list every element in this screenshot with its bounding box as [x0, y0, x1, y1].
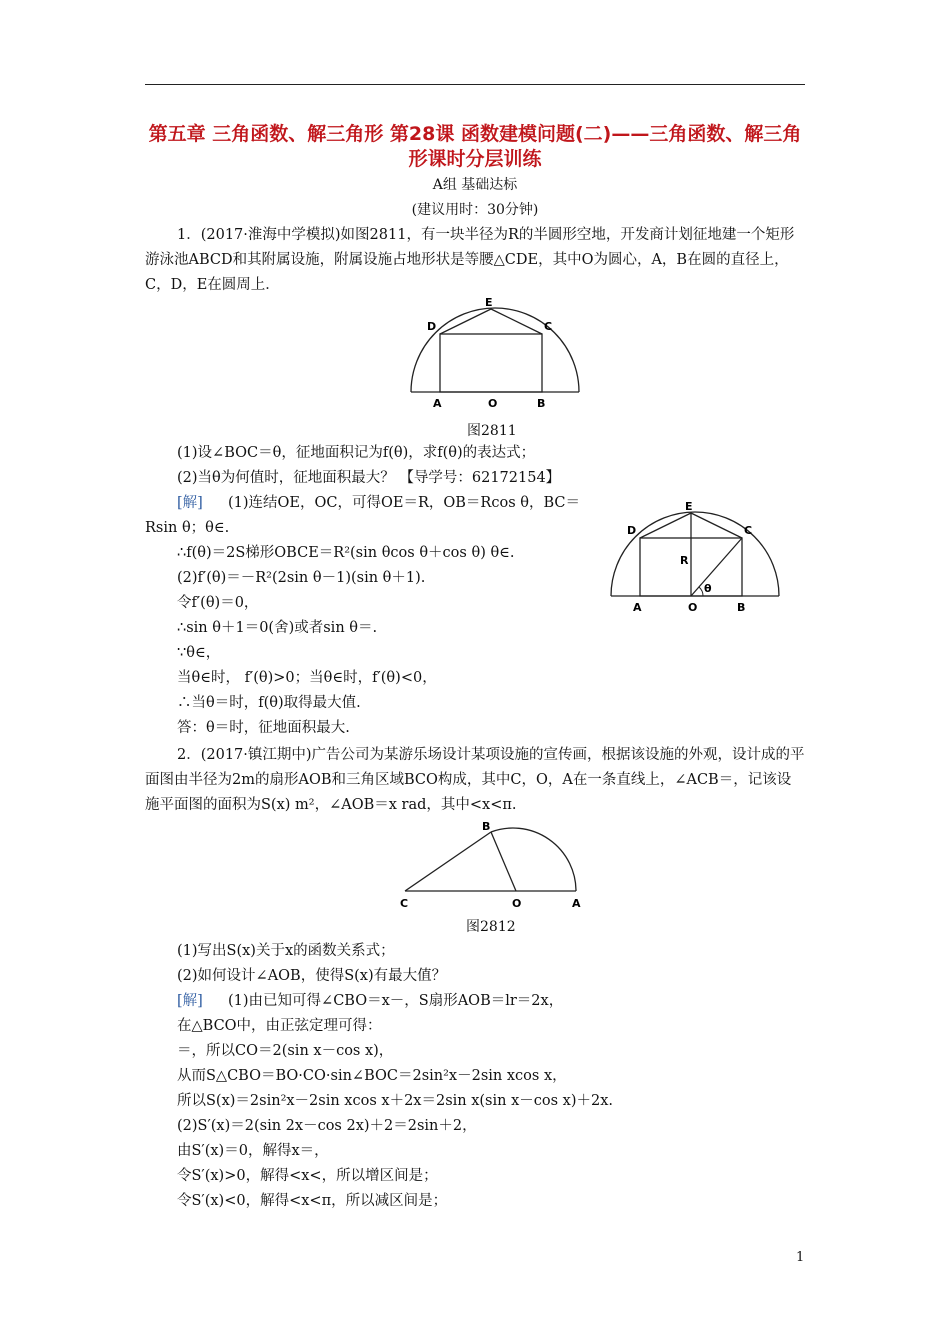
q2-sol-line: 所以S(x)＝2sin²x－2sin xcos x＋2x＝2sin x(sin x－cos x)＋2x.: [177, 1093, 614, 1109]
q2-sub1: (1)写出S(x)关于x的函数关系式；: [177, 943, 395, 959]
q2-sol-line: (1)由已知可得∠CBO＝x－，S扇形AOB＝lr＝2x，: [228, 993, 564, 1009]
header-rule: [145, 84, 805, 85]
fig2-label-a: A: [572, 897, 581, 910]
q2-sol-line: 令S′(x)<0，解得<x<π，所以减区间是；: [177, 1193, 448, 1209]
q1-stem: 1．(2017·淮海中学模拟)如图2811，有一块半径为R的半圆形空地，开发商计划征地建一个矩形游泳池ABCD和其附属设施，附属设施占地形状是等腰△CDE，其中O为圆心，A，B在圆的直径上，C，D，E在圆周上．: [145, 227, 795, 293]
group-heading: A组 基础达标: [432, 177, 518, 193]
q2-sol-line: ＝，所以CO＝2(sin x－cos x)，: [177, 1043, 394, 1059]
fig2-label-b: B: [482, 820, 491, 833]
fig1b-label-e: E: [685, 500, 693, 513]
q1-sol-line: (1)连结OE，OC，可得OE＝R，OB＝Rcos θ，BC＝: [228, 495, 580, 511]
q1-sol-line: ∴f(θ)＝2S梯形OBCE＝R²(sin θcos θ＋cos θ) θ∈.: [177, 545, 515, 561]
q1-sol-line: 当θ∈时， f′(θ)>0；当θ∈时，f′(θ)<0，: [177, 670, 437, 686]
fig1b-label-r: R: [680, 554, 689, 567]
q1-sub2: (2)当θ为何值时，征地面积最大？ 【导学号：62172154】: [177, 470, 561, 486]
q1-sol-line: 令f′(θ)＝0，: [177, 595, 259, 611]
q2-sol-line: 由S′(x)＝0，解得x＝，: [177, 1143, 329, 1159]
fig1b-label-c: C: [744, 524, 753, 537]
figure-2812: [395, 818, 595, 910]
figure-2811-solution: [600, 500, 790, 616]
q1-sol-line: ∴sin θ＋1＝0(舍)或者sin θ＝.: [177, 620, 378, 636]
fig1b-label-o: O: [688, 601, 698, 614]
fig2-label-o: O: [512, 897, 522, 910]
fig2811-caption: 图2811: [467, 423, 517, 439]
q2-sol-line: 从而S△CBO＝BO·CO·sin∠BOC＝2sin²x－2sin xcos x，: [177, 1068, 567, 1084]
fig1-label-o: O: [488, 397, 498, 410]
q1-sol-line: ∵θ∈，: [177, 645, 221, 661]
q1-sol-line: (2)f′(θ)＝－R²(2sin θ－1)(sin θ＋1).: [177, 570, 426, 586]
q1-sub1: (1)设∠BOC＝θ，征地面积记为f(θ)，求f(θ)的表达式；: [177, 445, 536, 461]
q2-sol-line: 令S′(x)>0，解得<x<，所以增区间是；: [177, 1168, 438, 1184]
fig1-label-b: B: [537, 397, 546, 410]
q2-stem: 2．(2017·镇江期中)广告公司为某游乐场设计某项设施的宣传画，根据该设施的外观，设计成的平面图由半径为2m的扇形AOB和三角区域BCO构成，其中C，O，A在一条直线上，∠ACB＝，记该设施平面图的面积为S(x) m²，∠AOB＝x rad，其中<x<π.: [145, 747, 805, 813]
page-title: 第五章 三角函数、解三角形 第28课 函数建模问题(二)——三角函数、解三角形课时分层训练: [148, 123, 802, 170]
figure-2811: [400, 296, 590, 412]
fig1b-label-a: A: [633, 601, 642, 614]
q2-sub2: (2)如何设计∠AOB，使得S(x)有最大值？: [177, 968, 447, 984]
fig1b-label-b: B: [737, 601, 746, 614]
page-number: 1: [796, 1250, 805, 1265]
fig1b-label-d: D: [627, 524, 637, 537]
q1-sol-line: Rsin θ；θ∈.: [145, 520, 230, 536]
fig1-label-a: A: [433, 397, 442, 410]
time-hint: (建议用时：30分钟): [411, 202, 539, 218]
fig1-label-e: E: [485, 296, 493, 309]
q2-jie-label: [解]: [177, 993, 203, 1009]
q1-jie-label: [解]: [177, 495, 203, 511]
fig2-label-c: C: [400, 897, 409, 910]
q2-sol-line: 在△BCO中，由正弦定理可得：: [177, 1018, 382, 1034]
fig1-label-d: D: [427, 320, 437, 333]
q2-sol-line: (2)S′(x)＝2(sin 2x－cos 2x)＋2＝2sin＋2，: [177, 1118, 477, 1134]
q1-sol-line: 答：θ＝时，征地面积最大.: [177, 720, 350, 736]
fig1-label-c: C: [544, 320, 553, 333]
fig1b-label-theta: θ: [704, 582, 712, 595]
q1-sol-line: ∴当θ＝时，f(θ)取得最大值.: [177, 695, 361, 711]
fig2812-caption: 图2812: [466, 919, 516, 935]
